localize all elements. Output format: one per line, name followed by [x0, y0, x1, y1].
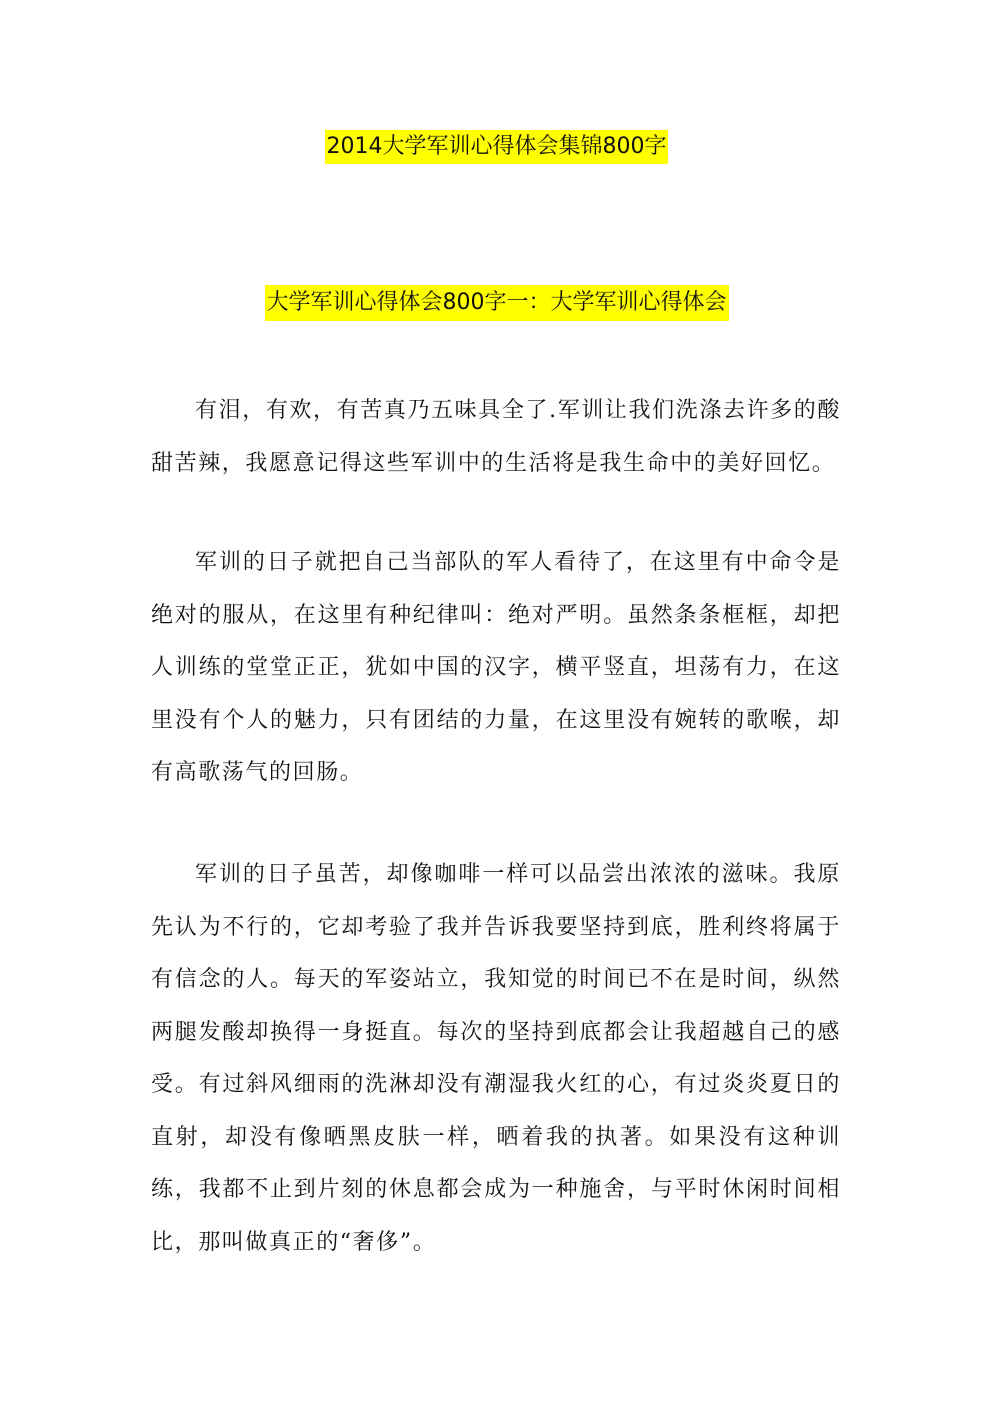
section-heading: 大学军训心得体会800字一：大学军训心得体会	[265, 285, 729, 321]
paragraph: 军训的日子虽苦，却像咖啡一样可以品尝出浓浓的滋味。我原先认为不行的，它却考验了我并告诉我要坚持到底，胜利终将属于有信念的人。每天的军姿站立，我知觉的时间已不在是时间，纵然两腿发酸却换得一身挺直。每次的坚持到底都会让我超越自己的感受。有过斜风细雨的洗淋却没有潮湿我火红的心，有过炎炎夏日的直射，却没有像晒黑皮肤一样，晒着我的执著。如果没有这种训练，我都不止到片刻的休息都会成为一种施舍，与平时休闲时间相比，那叫做真正的“奢侈”。	[151, 862, 841, 1255]
paragraph: 有泪，有欢，有苦真乃五味具全了.军训让我们洗涤去许多的酸甜苦辣，我愿意记得这些军训中的生活将是我生命中的美好回忆。	[151, 398, 841, 476]
subtitle-block	[0, 285, 993, 321]
title-block	[0, 130, 993, 164]
paragraph: 军训的日子就把自己当部队的军人看待了，在这里有中命令是绝对的服从，在这里有种纪律叫：绝对严明。虽然条条框框，却把人训练的堂堂正正，犹如中国的汉字，横平竖直，坦荡有力，在这里没有个人的魅力，只有团结的力量，在这里没有婉转的歌喉，却有高歌荡气的回肠。	[151, 550, 841, 785]
document-title: 2014大学军训心得体会集锦800字	[325, 130, 669, 164]
